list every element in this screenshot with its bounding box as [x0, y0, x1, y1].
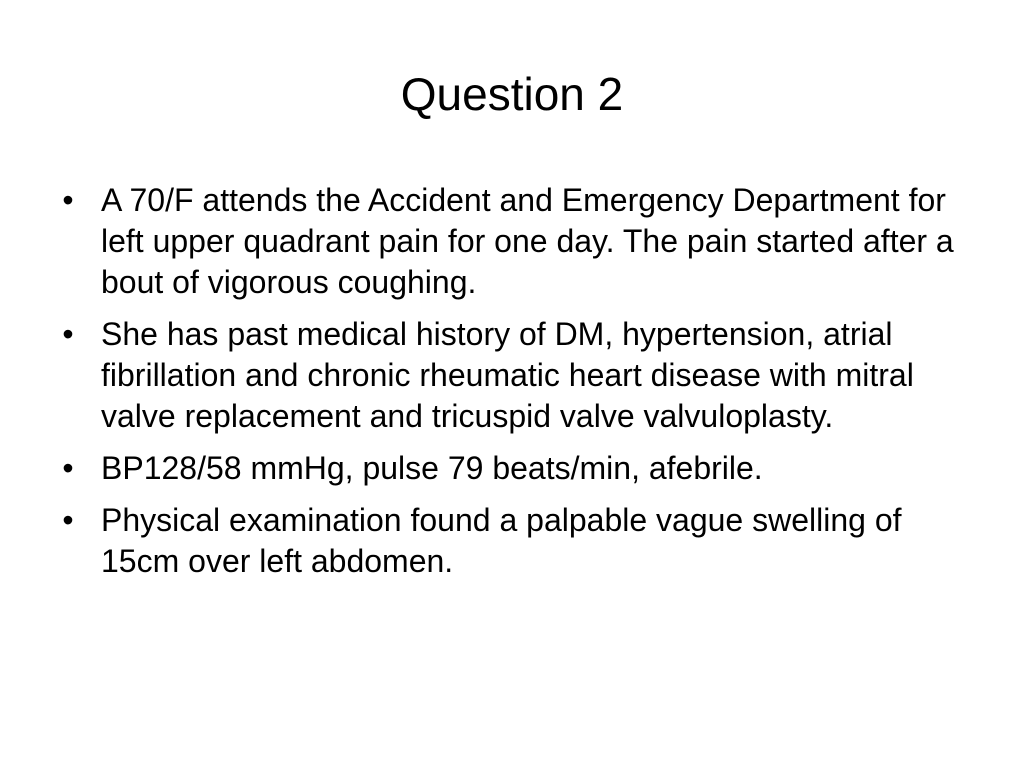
bullet-text-2: She has past medical history of DM, hypertension, atrial fibrillation and chronic rheumatic heart disease with mitral valve replacement and tricuspid valve valvuloplasty.: [101, 316, 914, 434]
bullet-item-1: [58, 180, 978, 303]
slide-title: Question 2: [400, 68, 624, 120]
bullet-item-3: [58, 448, 978, 489]
bullet-icon: •: [62, 450, 74, 486]
bullet-text-1: A 70/F attends the Accident and Emergency Department for left upper quadrant pain for one day. The pain started after a bout of vigorous coughing.: [101, 182, 954, 300]
bullet-icon: •: [62, 316, 74, 352]
bullet-item-4: [58, 500, 978, 582]
bullet-icon: •: [62, 182, 74, 218]
bullet-list: [58, 180, 978, 593]
bullet-icon: •: [62, 502, 74, 538]
bullet-text-4: Physical examination found a palpable vague swelling of 15cm over left abdomen.: [101, 502, 902, 579]
bullet-text-3: BP128/58 mmHg, pulse 79 beats/min, afebrile.: [101, 450, 763, 486]
bullet-item-2: [58, 314, 978, 437]
